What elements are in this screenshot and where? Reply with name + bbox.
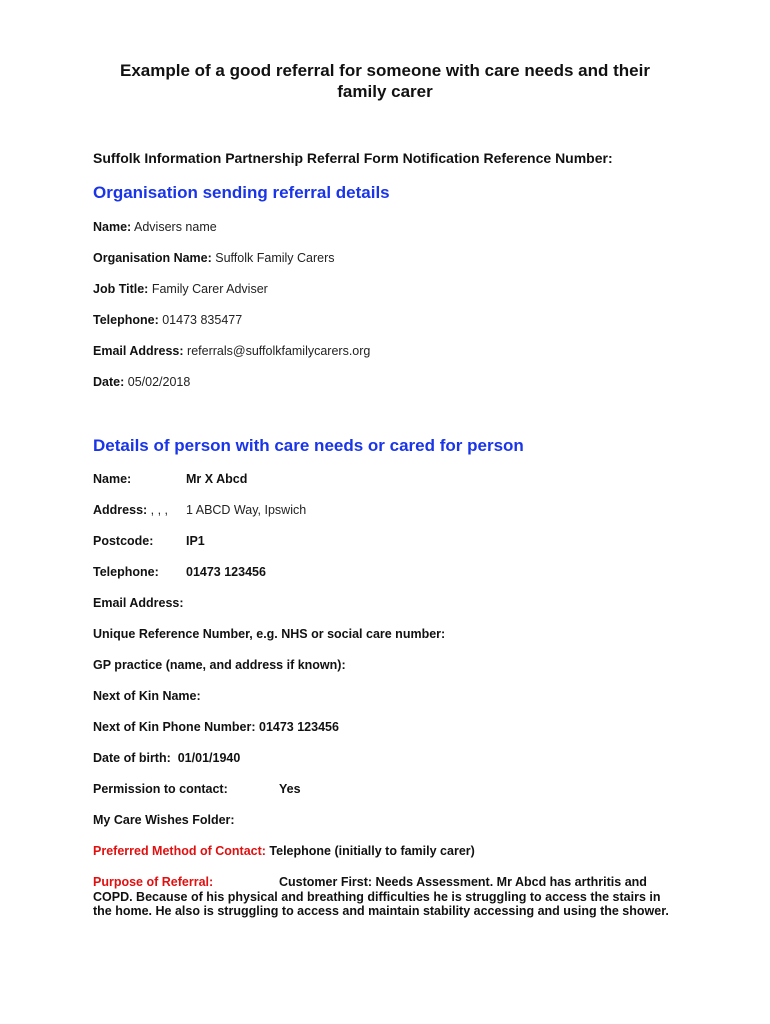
person-gp-row: [93, 658, 346, 672]
org-telephone-row: [93, 313, 242, 327]
org-date-row: [93, 375, 190, 389]
document-title-line-1: Example of a good referral for someone with care needs and their: [120, 61, 650, 80]
org-email-row: [93, 344, 370, 358]
person-telephone-row: [93, 565, 493, 579]
person-section-heading: Details of person with care needs or cared for person: [93, 436, 524, 455]
person-wishes-label: My Care Wishes Folder:: [93, 813, 235, 827]
person-name-value: Mr X Abcd: [186, 472, 248, 486]
person-purpose-label: Purpose of Referral:: [93, 875, 214, 889]
organisation-name-label: Organisation Name:: [93, 251, 212, 265]
org-email-label: Email Address:: [93, 344, 184, 358]
person-email-row: [93, 596, 184, 610]
person-purpose-row: [93, 875, 673, 919]
person-address-label: Address:: [93, 503, 148, 517]
job-title-row: [93, 282, 268, 296]
person-purpose-value: Customer First: Needs Assessment. Mr Abcd has arthritis and COPD. Because of his physical and breathing difficulties he is struggling to access the stairs in the home. He also is struggling to access and maintain stability accessing and using the shower.: [93, 875, 669, 918]
person-postcode-value: IP1: [186, 534, 205, 548]
job-title-value: Family Carer Adviser: [151, 282, 268, 296]
org-name-value: Advisers name: [134, 220, 217, 234]
org-name-row: [93, 220, 217, 234]
organisation-section-heading: Organisation sending referral details: [93, 183, 390, 202]
org-date-label: Date:: [93, 375, 125, 389]
person-postcode-row: [93, 534, 493, 548]
person-address-value: 1 ABCD Way, Ipswich: [186, 503, 307, 517]
organisation-name-row: [93, 251, 335, 265]
person-address-row: [93, 503, 493, 517]
person-nok-phone-label: Next of Kin Phone Number:: [93, 720, 256, 734]
person-permission-value: Yes: [279, 782, 301, 796]
document-title-line-2: family carer: [337, 82, 433, 101]
person-telephone-value: 01473 123456: [186, 565, 266, 579]
document-title: [80, 60, 690, 102]
person-email-label: Email Address:: [93, 596, 184, 610]
person-postcode-label: Postcode:: [93, 534, 154, 548]
person-dob-label: Date of birth:: [93, 751, 171, 765]
reference-number-heading: Suffolk Information Partnership Referral Form Notification Reference Number:: [93, 150, 613, 166]
person-permission-row: [93, 782, 493, 796]
person-urn-row: [93, 627, 445, 641]
person-contact-method-label: Preferred Method of Contact:: [93, 844, 266, 858]
org-name-label: Name:: [93, 220, 132, 234]
org-telephone-label: Telephone:: [93, 313, 159, 327]
person-nok-phone-value: 01473 123456: [259, 720, 339, 734]
person-contact-method-value: Telephone (initially to family carer): [269, 844, 475, 858]
person-urn-label: Unique Reference Number, e.g. NHS or social care number:: [93, 627, 446, 641]
person-name-label: Name:: [93, 472, 132, 486]
person-permission-label: Permission to contact:: [93, 782, 228, 796]
person-dob-value: 01/01/1940: [177, 751, 241, 765]
person-wishes-row: [93, 813, 235, 827]
person-telephone-label: Telephone:: [93, 565, 159, 579]
person-gp-label: GP practice (name, and address if known):: [93, 658, 346, 672]
organisation-name-value: Suffolk Family Carers: [215, 251, 335, 265]
org-telephone-value: 01473 835477: [162, 313, 243, 327]
person-nok-label: Next of Kin Name:: [93, 689, 201, 703]
person-nok-row: [93, 689, 201, 703]
person-address-suffix: , , ,: [147, 503, 169, 517]
org-date-value: 05/02/2018: [127, 375, 191, 389]
job-title-label: Job Title:: [93, 282, 149, 296]
person-contact-method-row: [93, 844, 475, 858]
person-nok-phone-row: [93, 720, 339, 734]
org-email-value: referrals@suffolkfamilycarers.org: [187, 344, 371, 358]
person-dob-row: [93, 751, 240, 765]
person-name-row: [93, 472, 493, 486]
